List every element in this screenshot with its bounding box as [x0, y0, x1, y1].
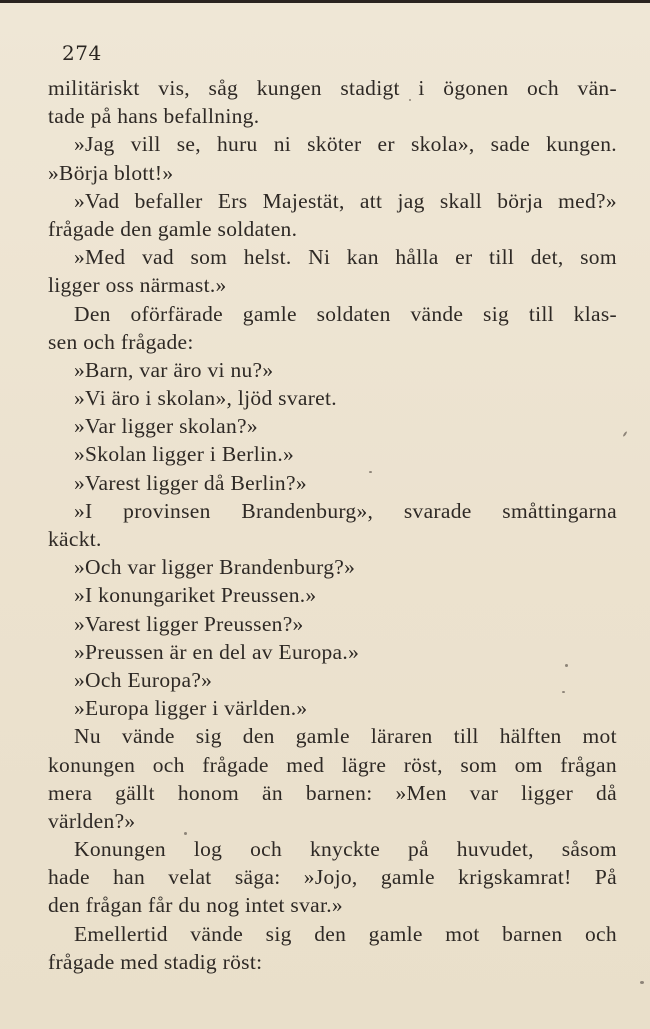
- text-line: »Skolan ligger i Berlin.»: [74, 442, 295, 467]
- text-line: militäriskt vis, såg kungen stadigt i ögonen och vän-: [48, 76, 617, 100]
- text-line: »I konungariket Preussen.»: [74, 583, 317, 608]
- text-line: Konungen log och knyckte på huvudet, såsom: [74, 837, 617, 862]
- text-line: »Barn, var äro vi nu?»: [74, 357, 274, 382]
- text-line: »Börja blott!»: [48, 160, 174, 185]
- paper-speck: [184, 832, 187, 835]
- text-line: tade på hans befallning.: [48, 104, 260, 129]
- text-line: frågade med stadig röst:: [48, 949, 263, 974]
- text-line: hade han velat säga: »Jojo, gamle krigskamrat! På: [48, 865, 617, 890]
- text-line: ligger oss närmast.»: [48, 273, 227, 298]
- text-line: »Vi äro i skolan», ljöd svaret.: [74, 386, 337, 411]
- text-line: konungen och frågade med lägre röst, som om frågan: [48, 752, 617, 777]
- paper-speck: [409, 99, 411, 101]
- text-line: »Jag vill se, huru ni sköter er skola», sade kungen.: [74, 132, 617, 157]
- text-line: »Varest ligger Preussen?»: [74, 611, 304, 636]
- page-number: 274: [62, 41, 102, 65]
- paper-speck: [640, 981, 644, 984]
- text-line: världen?»: [48, 808, 136, 833]
- text-line: »Och var ligger Brandenburg?»: [74, 555, 356, 580]
- text-line: den frågan får du nog intet svar.»: [48, 893, 343, 918]
- text-line: Emellertid vände sig den gamle mot barnen och: [74, 921, 617, 946]
- text-line: käckt.: [48, 527, 102, 551]
- text-line: »Och Europa?»: [74, 667, 213, 692]
- text-line: »I provinsen Brandenburg», svarade småttingarna: [74, 498, 617, 523]
- text-line: frågade den gamle soldaten.: [48, 216, 298, 241]
- paper-speck: [622, 431, 627, 437]
- text-line: »Vad befaller Ers Majestät, att jag skall börja med?»: [74, 188, 617, 213]
- text-line: »Preussen är en del av Europa.»: [74, 639, 360, 664]
- paper-speck: [369, 471, 372, 473]
- paper-speck: [562, 691, 565, 693]
- text-line: sen och frågade:: [48, 329, 194, 354]
- body-text: [48, 74, 617, 976]
- paper-speck: [565, 664, 568, 667]
- text-line: »Var ligger skolan?»: [74, 414, 258, 439]
- text-line: »Europa ligger i världen.»: [74, 696, 308, 721]
- text-line: »Med vad som helst. Ni kan hålla er till det, som: [74, 245, 617, 270]
- text-line: »Varest ligger då Berlin?»: [74, 470, 307, 495]
- text-line: Den oförfärade gamle soldaten vände sig till klas-: [74, 301, 617, 326]
- text-line: mera gällt honom än barnen: »Men var ligger då: [48, 780, 617, 805]
- text-line: Nu vände sig den gamle läraren till hälften mot: [74, 724, 617, 749]
